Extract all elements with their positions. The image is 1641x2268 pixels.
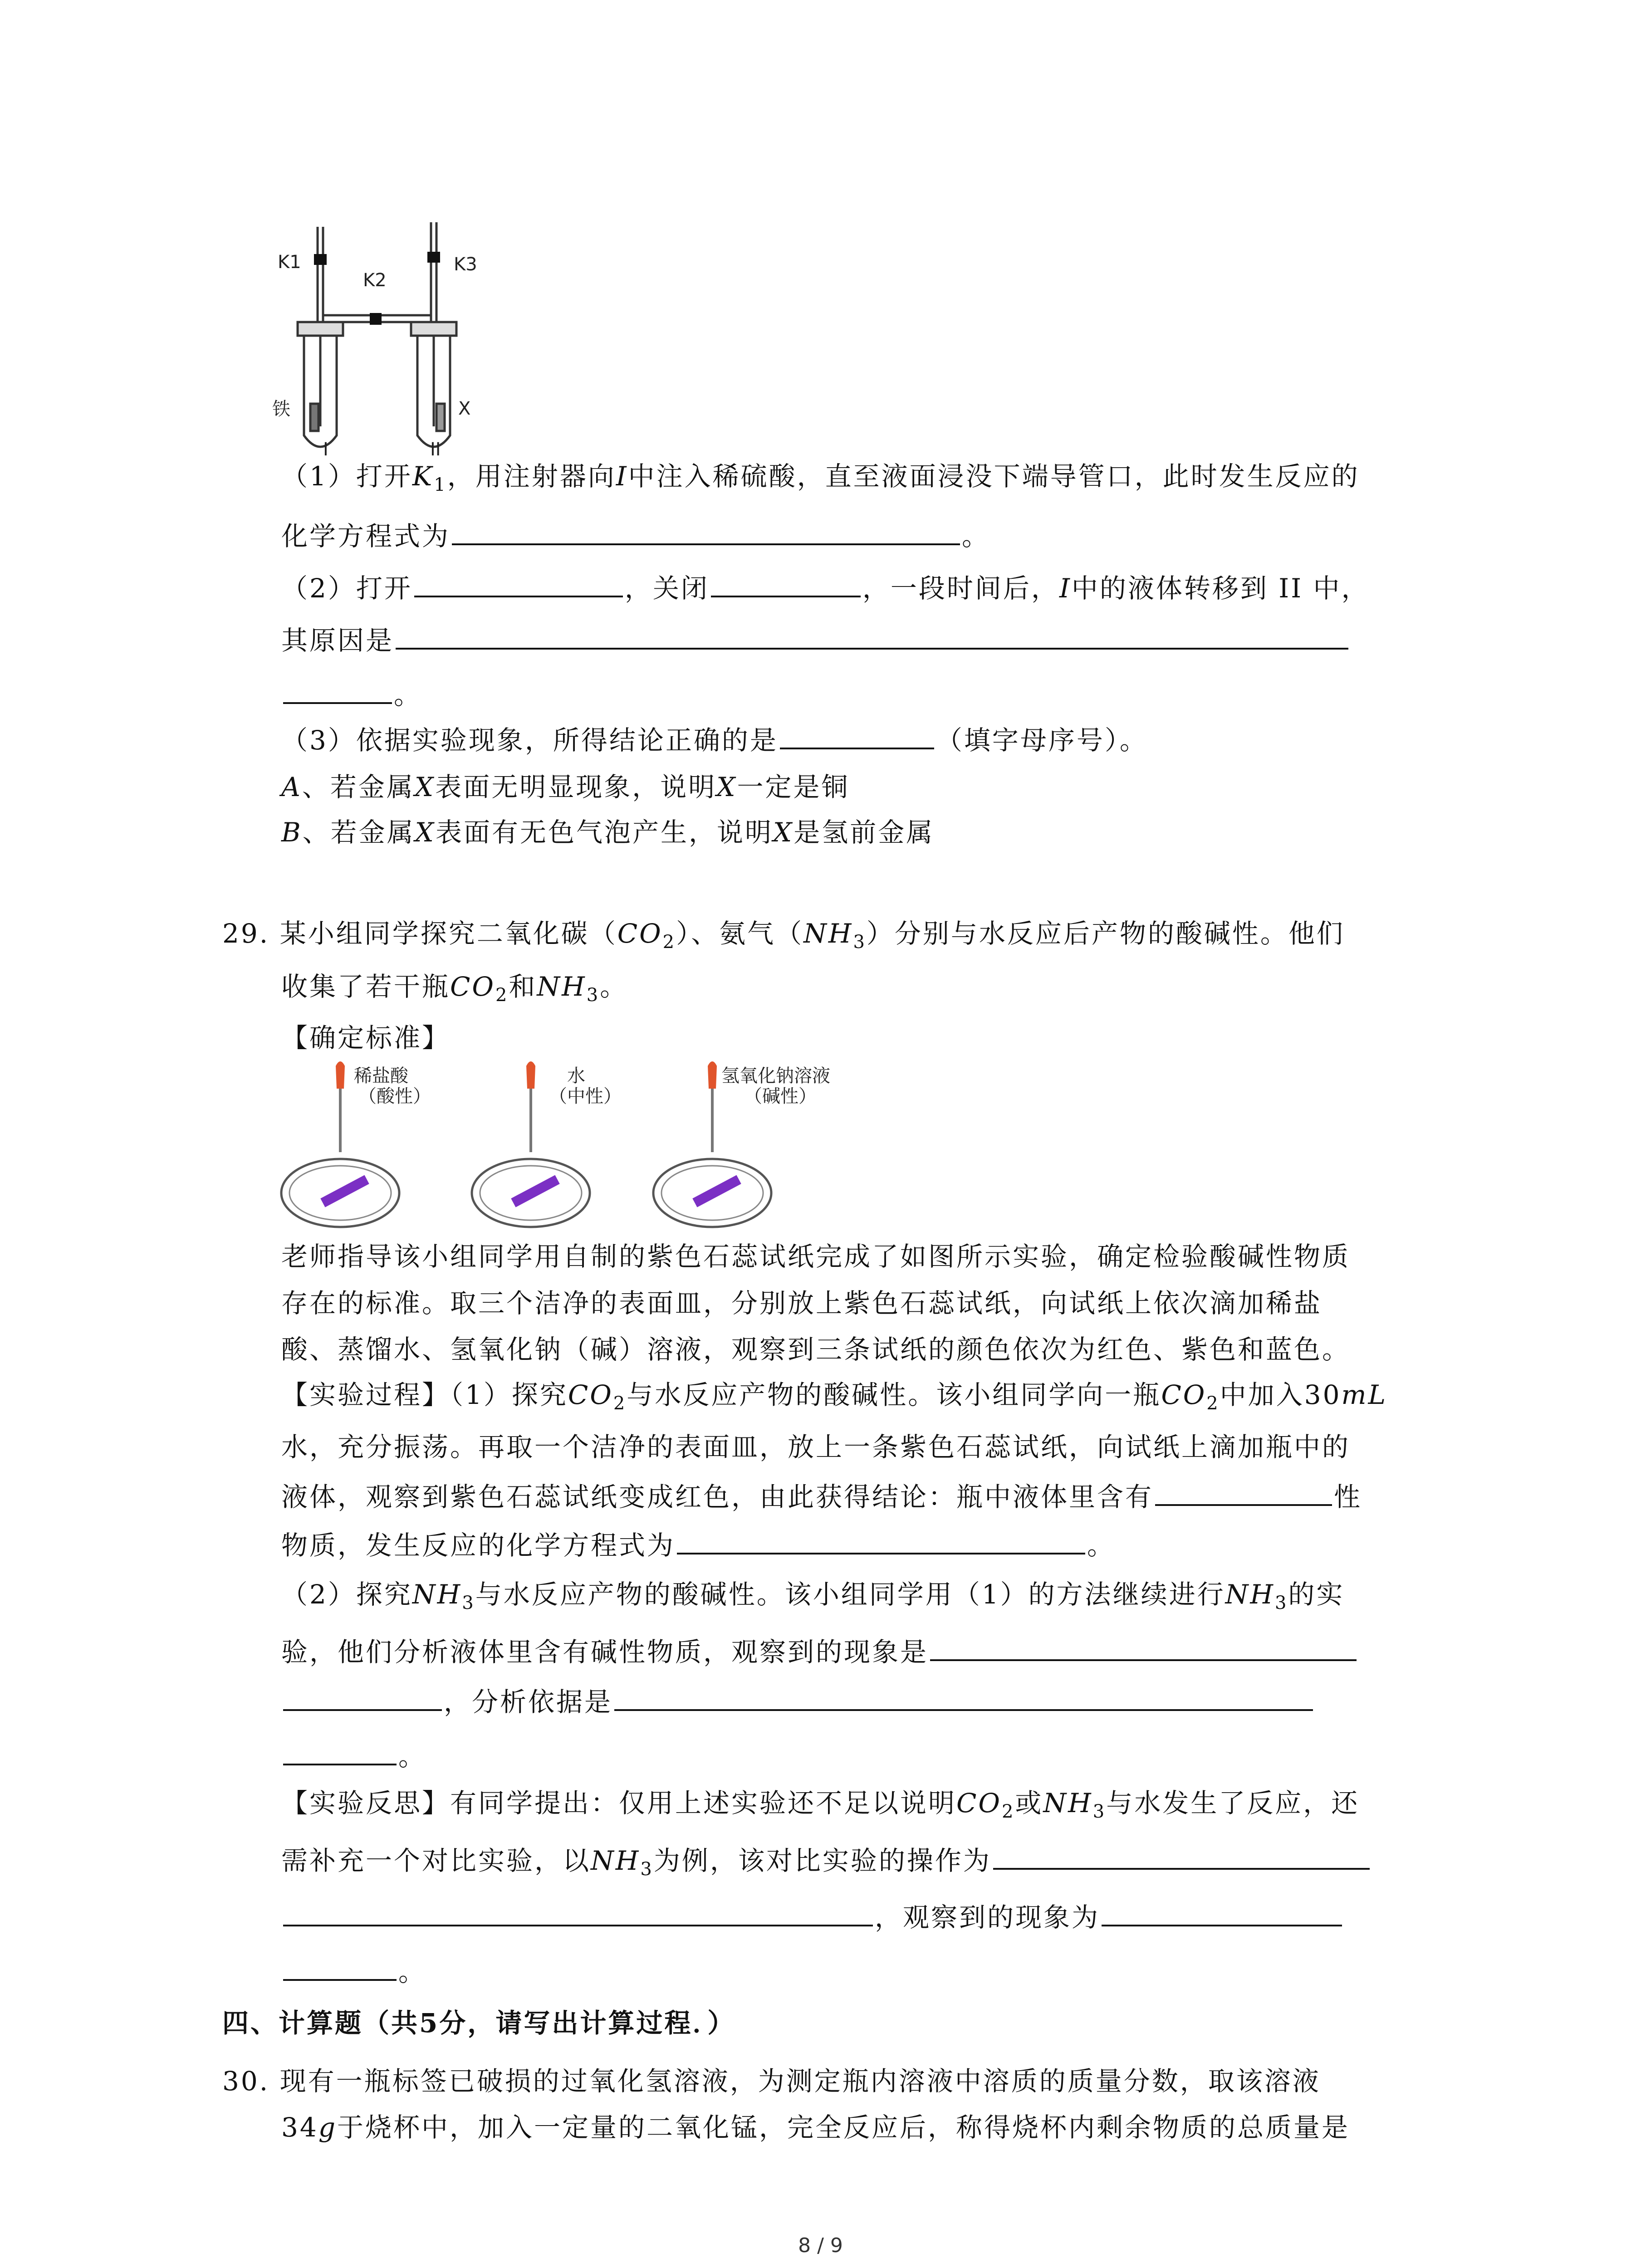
section-heading: 四、计算题（共5分，请写出计算过程．） xyxy=(222,2008,736,2038)
q28-part3: （3）依据实验现象，所得结论正确的是 （填字母序号）。 xyxy=(281,721,1148,758)
dish-water-label: 水 xyxy=(567,1066,585,1086)
label-tube-2: II xyxy=(430,439,441,460)
clamp-k2 xyxy=(370,313,382,325)
q28-part2-line1: （2）打开 ，关闭 ，一段时间后，I中的液体转移到 II 中， xyxy=(281,569,1370,606)
q28-part1-line2: 化学方程式为 。 xyxy=(281,517,990,554)
answer-blank[interactable] xyxy=(452,517,960,545)
label-k2: K2 xyxy=(363,270,387,291)
q29-exp2-line1: （2）探究$NH_3$与水反应产物的酸碱性。该小组同学用（1）的方法继续进行$NH_3$的实 xyxy=(281,1579,1345,1613)
dropper xyxy=(336,1061,345,1089)
q28-part2-line3: 。 xyxy=(281,676,422,713)
litmus-paper xyxy=(511,1175,559,1207)
q28-option-a: A、若金属X表面无明显现象，说明X一定是铜 xyxy=(281,772,850,802)
q29-reflection-line1: 【实验反思】有同学提出：仅用上述实验还不足以说明$CO_2$或$NH_3$与水发生了反应，还 xyxy=(281,1788,1360,1822)
q29-exp2-line2: 验，他们分析液体里含有碱性物质，观察到的现象是 xyxy=(281,1633,1358,1670)
standard-heading: 【确定标准】 xyxy=(281,1022,451,1053)
litmus-paper xyxy=(320,1175,369,1207)
answer-blank[interactable] xyxy=(283,1683,442,1711)
question-number: 30. xyxy=(222,2066,270,2097)
q28-option-b: B、若金属X表面有无色气泡产生，说明X是氢前金属 xyxy=(281,817,935,848)
dropper xyxy=(708,1061,717,1089)
q29-text-3: 酸、蒸馏水、氢氧化钠（碱）溶液，观察到三条试纸的颜色依次为红色、紫色和蓝色。 xyxy=(281,1334,1351,1365)
q29-line2: 收集了若干瓶$CO_2$和$NH_3$。 xyxy=(281,971,628,1006)
answer-blank[interactable] xyxy=(1102,1898,1342,1926)
q29-text-2: 存在的标准。取三个洁净的表面皿，分别放上紫色石蕊试纸，向试纸上依次滴加稀盐 xyxy=(281,1288,1323,1319)
label-k1: K1 xyxy=(278,252,301,273)
clamp-k1 xyxy=(314,254,327,265)
q29-reflection-line4: 。 xyxy=(281,1953,426,1990)
dish-water-sublabel: （中性） xyxy=(549,1086,622,1107)
q29-exp1-line2: 水，充分振荡。再取一个洁净的表面皿，放上一条紫色石蕊试纸，向试纸上滴加瓶中的 xyxy=(281,1432,1351,1462)
answer-blank[interactable] xyxy=(396,621,1348,650)
q29-line1: 29. 某小组同学探究二氧化碳$(CO_2)$、氨气$(NH_3)$分别与水反应后产物的酸碱性。他们 xyxy=(222,918,1345,953)
q30-line2: 34g于烧杯中，加入一定量的二氧化锰，完全反应后，称得烧杯内剩余物质的总质量是 xyxy=(281,2112,1350,2143)
q29-exp2-line4: 。 xyxy=(281,1737,426,1774)
q29-exp2-line3: ，分析依据是 xyxy=(281,1683,1315,1720)
dish-base-label: 氢氧化钠溶液 xyxy=(721,1066,830,1086)
q28-part1-line1: （1）打开$K_1$，用注射器向I中注入稀硫酸，直至液面浸没下端导管口，此时发生反应的 xyxy=(281,461,1360,495)
answer-blank[interactable] xyxy=(993,1842,1370,1870)
iron-piece xyxy=(310,404,318,431)
question-number: 29. xyxy=(222,918,270,949)
answer-blank[interactable] xyxy=(283,1737,397,1765)
answer-blank[interactable] xyxy=(283,1898,873,1926)
apparatus-figure xyxy=(272,213,526,467)
q30-line1: 30. 现有一瓶标签已破损的过氧化氢溶液，为测定瓶内溶液中溶质的质量分数，取该溶液 xyxy=(222,2066,1321,2097)
q29-exp1-line1: 【实验过程】（1）探究$CO_2$与水反应产物的酸碱性。该小组同学向一瓶$CO_2$中加入30mL xyxy=(281,1379,1388,1414)
answer-blank[interactable] xyxy=(283,1953,397,1981)
q29-reflection-line3: ，观察到的现象为 xyxy=(281,1898,1344,1936)
label-k3: K3 xyxy=(454,254,477,275)
answer-blank[interactable] xyxy=(780,721,934,749)
answer-blank[interactable] xyxy=(711,569,861,597)
label-tube-1: I xyxy=(323,439,328,460)
page-number: 8 / 9 xyxy=(798,2234,843,2257)
q28-part2-line2: 其原因是 xyxy=(281,621,1350,659)
answer-blank[interactable] xyxy=(930,1633,1357,1661)
dish-base-sublabel: （碱性） xyxy=(744,1086,817,1107)
q29-text-1: 老师指导该小组同学用自制的紫色石蕊试纸完成了如图所示实验，确定检验酸碱性物质 xyxy=(281,1241,1351,1272)
answer-blank[interactable] xyxy=(283,676,392,704)
metal-x xyxy=(436,404,445,431)
dish-acid-sublabel: （酸性） xyxy=(358,1086,431,1107)
label-x: X xyxy=(458,398,471,419)
clamp-k3 xyxy=(427,252,440,263)
answer-blank[interactable] xyxy=(1155,1478,1332,1506)
label-iron: 铁 xyxy=(272,399,290,420)
dish-acid-label: 稀盐酸 xyxy=(354,1066,408,1086)
answer-blank[interactable] xyxy=(414,569,623,597)
q29-exp1-line3: 液体，观察到紫色石蕊试纸变成红色，由此获得结论：瓶中液体里含有 性 xyxy=(281,1478,1362,1515)
dropper xyxy=(526,1061,535,1089)
q29-reflection-line2: 需补充一个对比实验，以$NH_3$为例，该对比实验的操作为 xyxy=(281,1842,1372,1887)
litmus-paper xyxy=(692,1175,741,1207)
answer-blank[interactable] xyxy=(614,1683,1313,1711)
answer-blank[interactable] xyxy=(677,1526,1085,1554)
q29-exp1-line4: 物质，发生反应的化学方程式为 。 xyxy=(281,1526,1115,1564)
